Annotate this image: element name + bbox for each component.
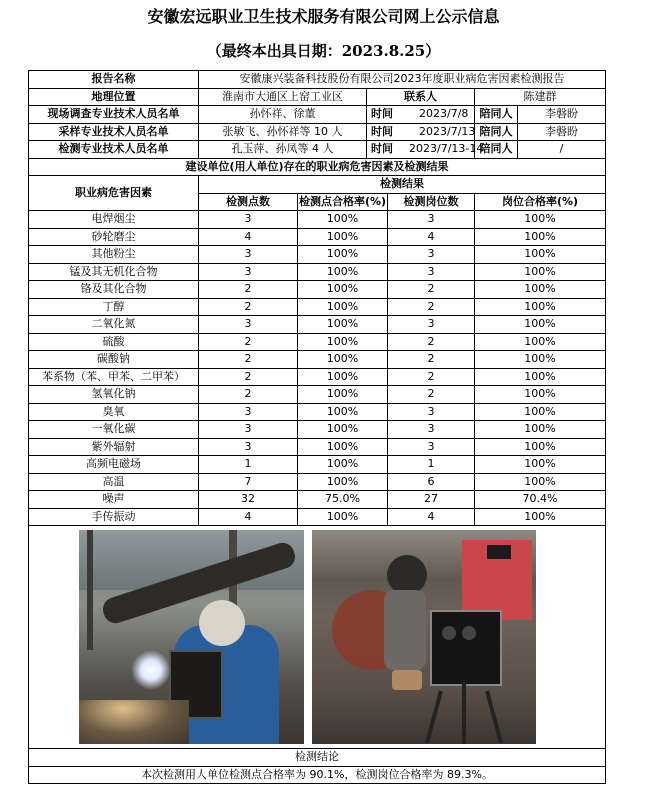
point-rate-cell: 100% [298,473,388,491]
points-cell: 2 [199,368,298,386]
factor-cell: 氢氧化钠 [29,386,199,404]
factor-cell: 高频电磁场 [29,456,199,474]
sampling-staff-value: 张敏飞、孙怀祥等 10 人 [199,123,367,141]
point-rate-cell: 100% [298,263,388,281]
table-row [29,368,606,386]
points-cell: 3 [199,263,298,281]
survey-time-value: 2023/7/8 [419,107,469,121]
posts-cell: 3 [388,403,475,421]
point-rate-cell: 100% [298,211,388,229]
conclusion-label: 检测结论 [29,749,606,767]
post-rate-cell: 100% [475,368,606,386]
point-rate-cell: 100% [298,351,388,369]
survey-time-label: 时间 [371,107,393,121]
report-name-label: 报告名称 [29,71,199,89]
factor-cell: 丁醇 [29,298,199,316]
testing-time-label: 时间 [371,142,393,156]
points-cell: 4 [199,228,298,246]
posts-cell: 27 [388,491,475,509]
report-name-row [29,71,606,89]
conclusion-text-row [29,766,606,784]
contact-value: 陈建群 [475,88,606,106]
points-cell: 3 [199,403,298,421]
points-cell: 2 [199,281,298,299]
report-name-value: 安徽康兴装备科技股份有限公司2023年度职业病危害因素检测报告 [199,71,606,89]
testing-row [29,141,606,159]
table-row [29,456,606,474]
survey-staff-label: 现场调查专业技术人员名单 [29,106,199,124]
table-row [29,438,606,456]
col-posts: 检测岗位数 [388,193,475,211]
testing-accompany-label: 陪同人 [475,141,518,159]
disclosure-table [28,70,606,784]
factor-cell: 硫酸 [29,333,199,351]
table-row [29,403,606,421]
posts-cell: 6 [388,473,475,491]
posts-cell: 4 [388,508,475,526]
table-row [29,228,606,246]
testing-staff-value: 孔玉萍、孙凤等 4 人 [199,141,367,159]
table-row [29,421,606,439]
posts-cell: 2 [388,351,475,369]
posts-cell: 2 [388,298,475,316]
posts-cell: 2 [388,333,475,351]
points-cell: 3 [199,438,298,456]
survey-time [367,106,475,124]
photo-row [29,526,606,749]
post-rate-cell: 100% [475,298,606,316]
testing-staff-label: 检测专业技术人员名单 [29,141,199,159]
point-rate-cell: 75.0% [298,491,388,509]
point-rate-cell: 100% [298,403,388,421]
points-cell: 7 [199,473,298,491]
post-rate-cell: 100% [475,473,606,491]
point-rate-cell: 100% [298,333,388,351]
posts-cell: 3 [388,438,475,456]
points-cell: 32 [199,491,298,509]
point-rate-cell: 100% [298,316,388,334]
survey-accompany-label: 陪同人 [475,106,518,124]
table-row [29,246,606,264]
points-cell: 3 [199,421,298,439]
post-rate-cell: 100% [475,316,606,334]
points-cell: 1 [199,456,298,474]
points-cell: 2 [199,386,298,404]
sampling-accompany-label: 陪同人 [475,123,518,141]
posts-cell: 3 [388,263,475,281]
points-cell: 2 [199,298,298,316]
post-rate-cell: 100% [475,456,606,474]
post-rate-cell: 100% [475,403,606,421]
table-row [29,508,606,526]
points-cell: 2 [199,351,298,369]
factor-cell: 其他粉尘 [29,246,199,264]
factor-cell: 高温 [29,473,199,491]
col-post-rate: 岗位合格率(%) [475,193,606,211]
table-row [29,298,606,316]
photo-cell [29,526,606,749]
testing-time [367,141,484,159]
post-rate-cell: 100% [475,508,606,526]
table-row [29,386,606,404]
points-cell: 3 [199,246,298,264]
post-rate-cell: 100% [475,228,606,246]
sampling-time [367,123,475,141]
post-rate-cell: 100% [475,438,606,456]
points-cell: 2 [199,333,298,351]
post-rate-cell: 100% [475,281,606,299]
factor-cell: 紫外辐射 [29,438,199,456]
location-row [29,88,606,106]
point-rate-cell: 100% [298,298,388,316]
factor-cell: 一氧化碳 [29,421,199,439]
sampling-time-value: 2023/7/13 [419,124,476,138]
posts-cell: 1 [388,456,475,474]
col-point-rate: 检测点合格率(%) [298,193,388,211]
point-rate-cell: 100% [298,438,388,456]
page-title: 安徽宏远职业卫生技术服务有限公司网上公示信息 [147,7,500,26]
testing-accompany-value: / [518,141,606,159]
posts-cell: 3 [388,211,475,229]
factor-cell: 砂轮磨尘 [29,228,199,246]
factor-cell: 噪声 [29,491,199,509]
table-row [29,333,606,351]
welding-site-photo [79,530,304,744]
factor-header: 职业病危害因素 [29,176,199,211]
factor-cell: 臭氧 [29,403,199,421]
point-rate-cell: 100% [298,281,388,299]
posts-cell: 2 [388,386,475,404]
point-rate-cell: 100% [298,368,388,386]
factor-cell: 锰及其无机化合物 [29,263,199,281]
point-rate-cell: 100% [298,228,388,246]
posts-cell: 3 [388,316,475,334]
post-rate-cell: 100% [475,263,606,281]
col-points: 检测点数 [199,193,298,211]
sampling-accompany-value: 李磐盼 [518,123,606,141]
post-rate-cell: 100% [475,246,606,264]
survey-accompany-value: 李磐盼 [518,106,606,124]
table-row [29,351,606,369]
results-header: 检测结果 [199,176,606,194]
noise-meter-photo [312,530,536,744]
post-rate-cell: 100% [475,351,606,369]
conclusion-text: 本次检测用人单位检测点合格率为 90.1%，检测岗位合格率为 89.3%。 [29,766,606,784]
table-row [29,316,606,334]
survey-staff-value: 孙怀祥、徐董 [199,106,367,124]
factor-cell: 手传振动 [29,508,199,526]
table-row [29,211,606,229]
location-label: 地理位置 [29,88,199,106]
factor-cell: 电焊烟尘 [29,211,199,229]
point-rate-cell: 100% [298,508,388,526]
factor-cell: 铬及其化合物 [29,281,199,299]
post-rate-cell: 100% [475,421,606,439]
post-rate-cell: 70.4% [475,491,606,509]
factor-cell: 苯系物（苯、甲苯、二甲苯） [29,368,199,386]
posts-cell: 2 [388,281,475,299]
results-section-row [29,158,606,176]
post-rate-cell: 100% [475,211,606,229]
table-row [29,473,606,491]
point-rate-cell: 100% [298,421,388,439]
survey-row [29,106,606,124]
point-rate-cell: 100% [298,386,388,404]
post-rate-cell: 100% [475,333,606,351]
posts-cell: 3 [388,246,475,264]
contact-label: 联系人 [367,88,475,106]
posts-cell: 4 [388,228,475,246]
points-cell: 3 [199,316,298,334]
sampling-staff-label: 采样专业技术人员名单 [29,123,199,141]
conclusion-label-row [29,749,606,767]
factor-cell: 二氧化氮 [29,316,199,334]
points-cell: 4 [199,508,298,526]
results-header-row [29,176,606,194]
location-value: 淮南市大通区上窑工业区 [199,88,367,106]
sampling-row [29,123,606,141]
posts-cell: 3 [388,421,475,439]
table-row [29,263,606,281]
point-rate-cell: 100% [298,456,388,474]
testing-time-value: 2023/7/13-14 [409,142,484,156]
issue-date: （最终本出具日期：2023.8.25） [206,42,441,60]
table-row [29,491,606,509]
post-rate-cell: 100% [475,386,606,404]
sampling-time-label: 时间 [371,124,393,138]
posts-cell: 2 [388,368,475,386]
factor-cell: 碳酸钠 [29,351,199,369]
point-rate-cell: 100% [298,246,388,264]
results-section-title: 建设单位(用人单位)存在的职业病危害因素及检测结果 [29,158,606,176]
points-cell: 3 [199,211,298,229]
table-row [29,281,606,299]
